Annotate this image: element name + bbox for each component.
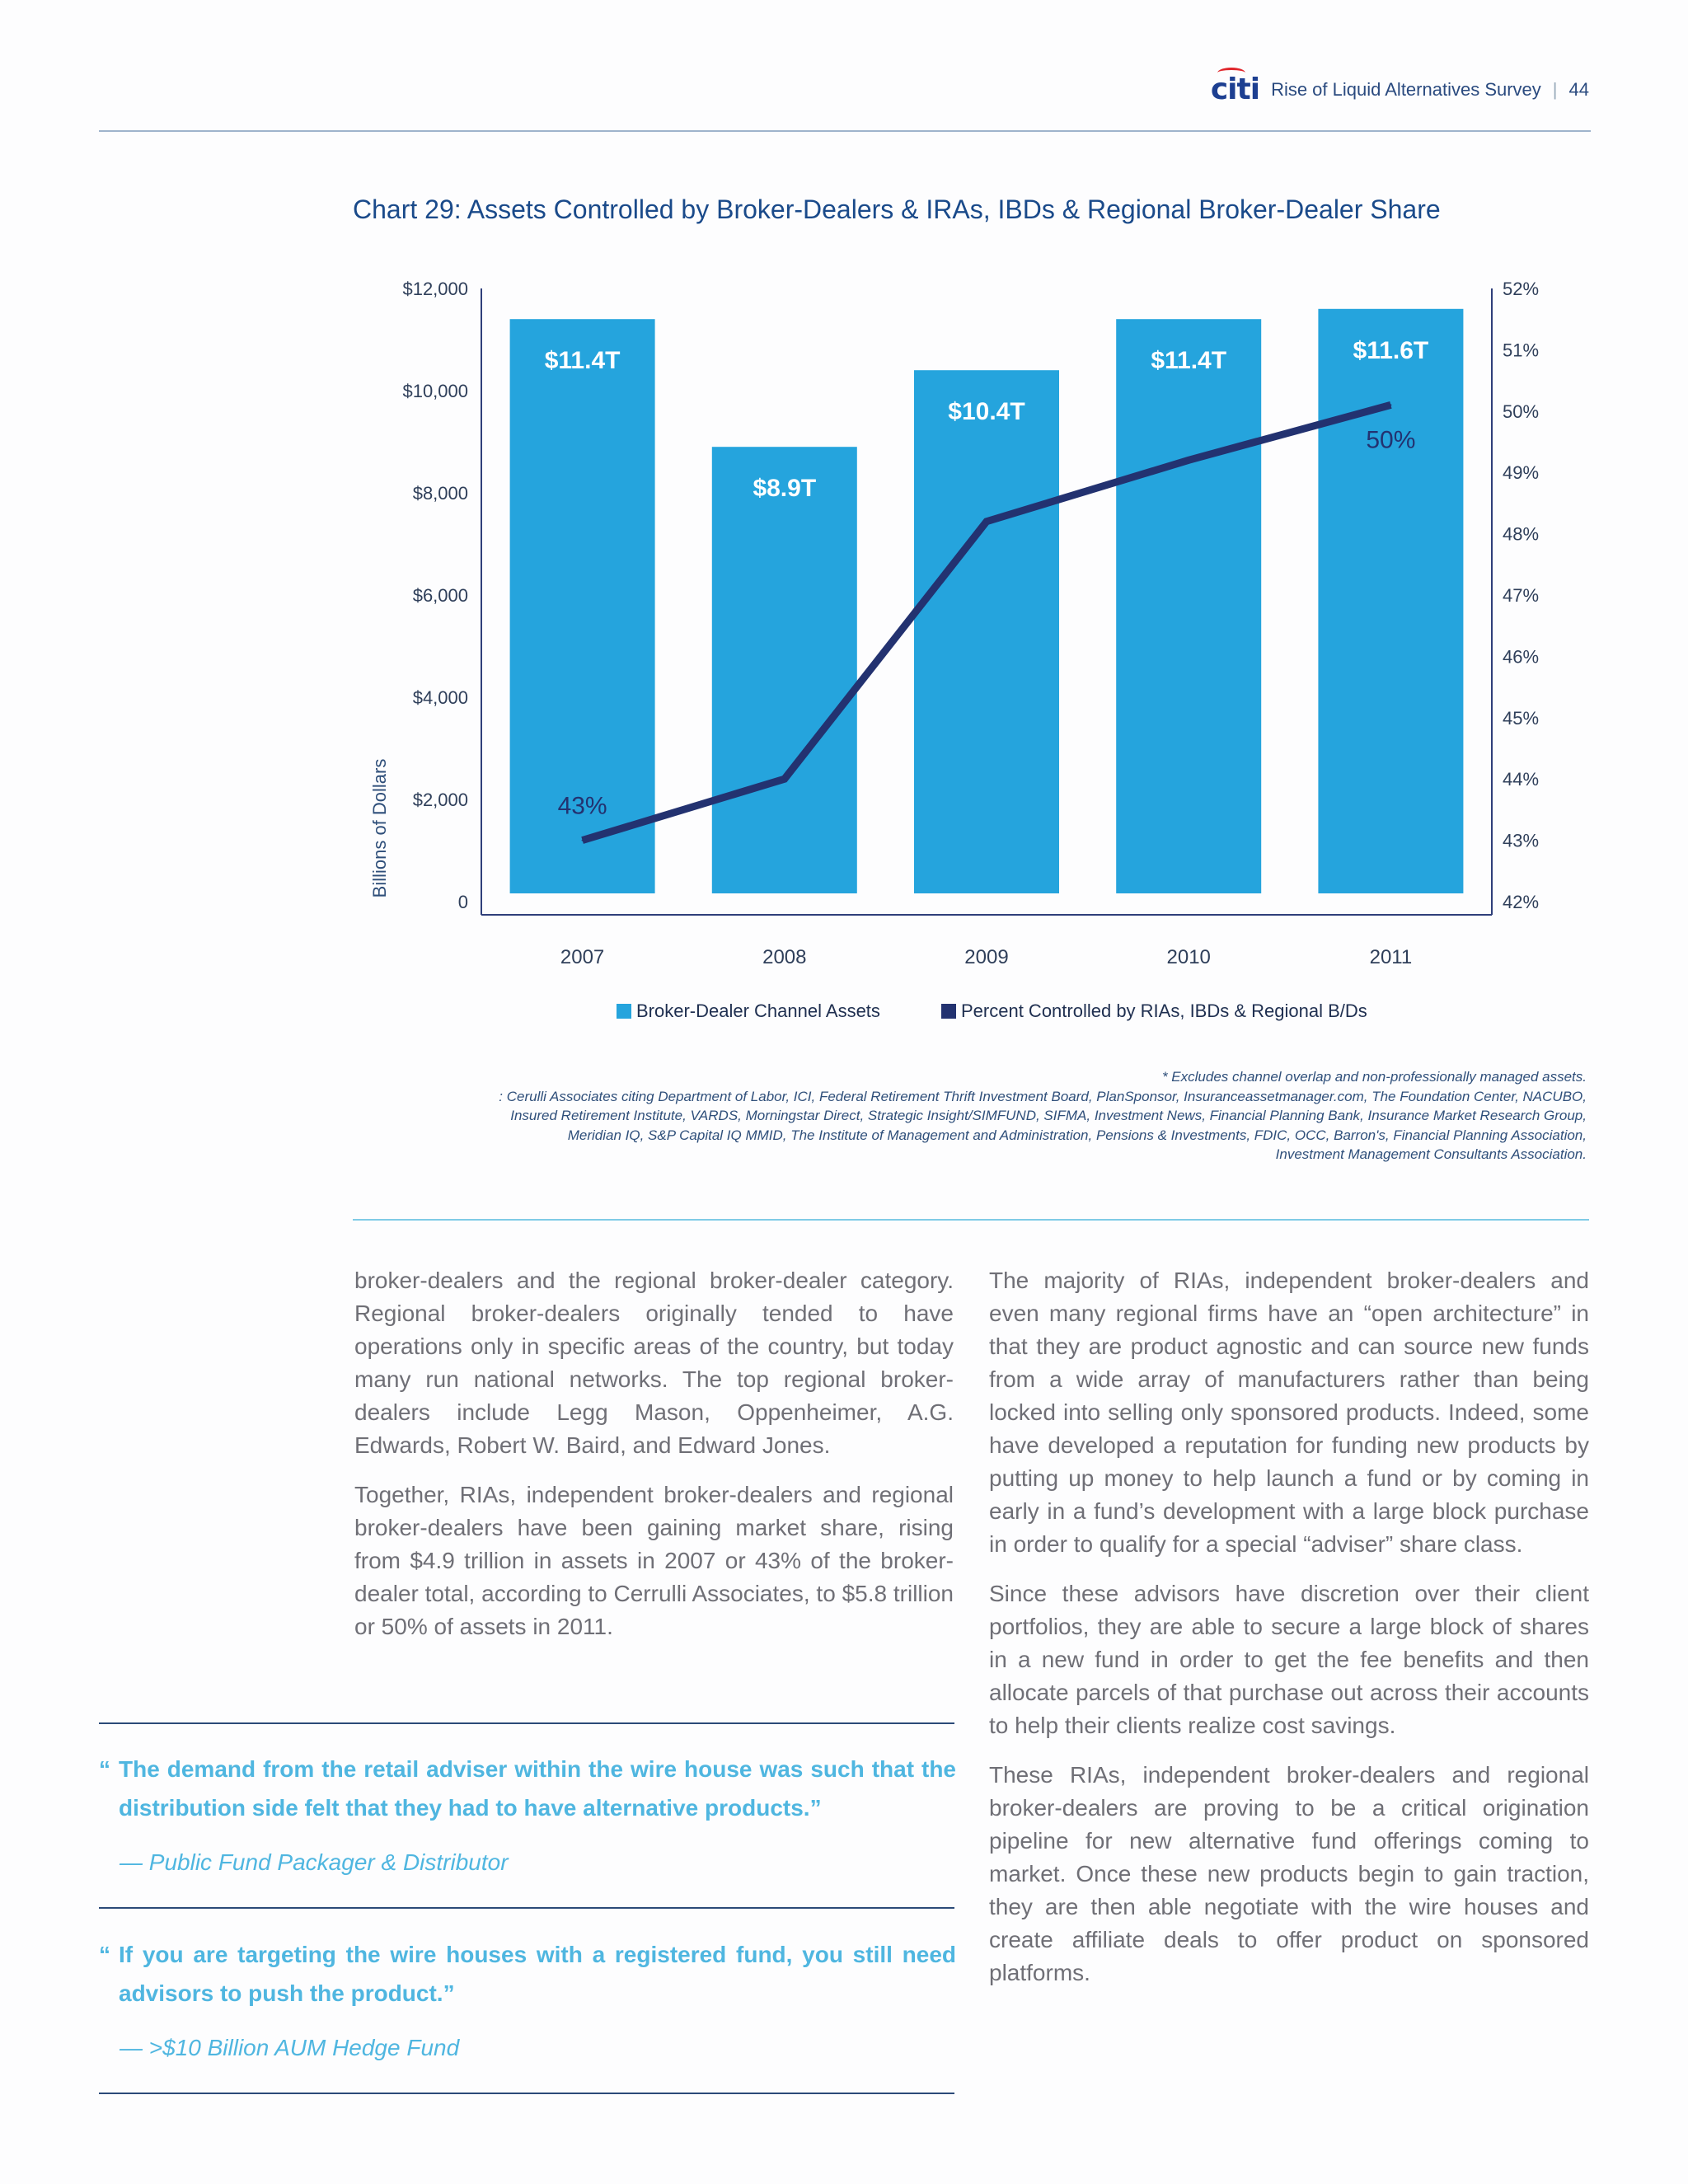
y2-tick-label: 44% bbox=[1503, 769, 1540, 790]
quote-text: The demand from the retail adviser within the wire house was such that the distribution side felt that they had to have alternative products.” bbox=[119, 1756, 956, 1821]
source-line-2: Insured Retirement Institute, VARDS, Morningstar Direct, Strategic Insight/SIMFUND, SIFMA, Investment News, Financial Planning Bank, Insurance Market Research Group, bbox=[510, 1108, 1587, 1123]
y2-tick-label: 46% bbox=[1503, 646, 1540, 668]
y2-tick-label: 42% bbox=[1503, 892, 1540, 912]
legend-swatch bbox=[617, 1004, 631, 1019]
line-point bbox=[986, 521, 987, 523]
y-tick-label: $10,000 bbox=[402, 381, 468, 401]
body-paragraph: The majority of RIAs, independent broker-dealers and even many regional firms have an “open architecture” in that they are product agnostic and can source new funds from a wide array of manufacturers rather than being locked into selling only sponsored products. Indeed, some have developed a reputation for funding new products by putting up money to help launch a fund or by coming in early in a fund’s development with a large block purchase in order to qualify for a special “adviser” share class. bbox=[989, 1268, 1589, 1557]
bar-value-label: $11.4T bbox=[544, 347, 621, 375]
pull-quote-2 bbox=[99, 1935, 956, 2013]
body-paragraph: Since these advisors have discretion over their client portfolios, they are able to secure a large block of shares in a new fund in order to get the fee benefits and then allocate parcels of that purchase out across their accounts to help their clients realize cost savings. bbox=[989, 1581, 1589, 1738]
section-rule bbox=[353, 1219, 1589, 1221]
source-line-3: Meridian IQ, S&P Capital IQ MMID, The Institute of Management and Administration, Pensions & Investments, FDIC, OCC, Barron's, Financial Planning Association, bbox=[567, 1127, 1587, 1143]
right-column bbox=[989, 1264, 1589, 2006]
y2-tick-label: 49% bbox=[1503, 462, 1540, 484]
y-tick-label: $4,000 bbox=[412, 687, 468, 708]
page-header bbox=[1211, 73, 1589, 106]
y-tick-label: $2,000 bbox=[412, 790, 468, 810]
bar bbox=[1318, 309, 1463, 893]
excludes-note: * Excludes channel overlap and non-professionally managed assets. bbox=[1161, 1069, 1587, 1085]
bar bbox=[914, 370, 1059, 893]
y2-tick-label: 43% bbox=[1503, 830, 1540, 851]
bar-value-label: $11.6T bbox=[1353, 336, 1429, 364]
x-tick-label: 2010 bbox=[1166, 946, 1211, 968]
legend-label: Broker-Dealer Channel Assets bbox=[636, 1001, 880, 1021]
y-axis-label: Billions of Dollars bbox=[369, 758, 390, 898]
line-point bbox=[1188, 459, 1189, 461]
y2-tick-label: 47% bbox=[1503, 585, 1540, 606]
y2-tick-label: 45% bbox=[1503, 707, 1540, 729]
y2-tick-label: 50% bbox=[1503, 401, 1540, 422]
quote-mark: “ bbox=[99, 1942, 110, 1967]
x-tick-label: 2008 bbox=[762, 946, 807, 968]
bar bbox=[1116, 319, 1261, 893]
y2-tick-label: 51% bbox=[1503, 340, 1540, 361]
body-paragraph: Together, RIAs, independent broker-dealers and regional broker-dealers have been gaining market share, rising from $4.9 trillion in assets in 2007 or 43% of the broker-dealer total, according to Cerrulli Associates, to $5.8 trillion or 50% of assets in 2011. bbox=[354, 1482, 954, 1639]
line-point bbox=[1390, 404, 1391, 405]
line-value-label: 43% bbox=[557, 792, 607, 820]
quote-rule bbox=[99, 1907, 954, 1909]
bar-value-label: $8.9T bbox=[753, 475, 817, 503]
y-tick-label: $12,000 bbox=[402, 279, 468, 299]
line-point bbox=[784, 778, 785, 780]
x-tick-label: 2011 bbox=[1369, 946, 1413, 968]
body-paragraph: broker-dealers and the regional broker-dealer category. Regional broker-dealers originally tended to have operations only in specific areas of the country, but today many run national networks. The top regional broker-dealers include Legg Mason, Oppenheimer, A.G. Edwards, Robert W. Baird, and Edward Jones. bbox=[354, 1268, 954, 1458]
bar-value-label: $10.4T bbox=[948, 398, 1025, 426]
header-rule bbox=[99, 130, 1591, 132]
y2-tick-label: 52% bbox=[1503, 279, 1540, 299]
y-tick-label: 0 bbox=[457, 892, 468, 912]
line-value-label: 50% bbox=[1366, 426, 1416, 454]
left-column bbox=[354, 1264, 954, 1660]
page-number: 44 bbox=[1568, 78, 1589, 100]
citi-logo: citi bbox=[1211, 73, 1259, 106]
legend-label: Percent Controlled by RIAs, IBDs & Regional B/Ds bbox=[961, 1001, 1367, 1021]
pull-quote-1 bbox=[99, 1750, 956, 1827]
quote-attribution: — >$10 Billion AUM Hedge Fund bbox=[120, 2035, 460, 2060]
quote-attribution: — Public Fund Packager & Distributor bbox=[120, 1849, 509, 1875]
quote-rule bbox=[99, 2093, 954, 2094]
quote-text: If you are targeting the wire houses with a registered fund, you still need advisors to push the product.” bbox=[119, 1942, 956, 2006]
quote-mark: “ bbox=[99, 1756, 110, 1782]
source-line-4: Investment Management Consultants Association. bbox=[1275, 1146, 1587, 1162]
source-line-1: : Cerulli Associates citing Department of Labor, ICI, Federal Retirement Thrift Investment Board, PlanSponsor, Insuranceassetmanager.com, The Foundation Center, NACUBO, bbox=[499, 1089, 1587, 1104]
report-title: Rise of Liquid Alternatives Survey bbox=[1271, 78, 1541, 100]
header-separator: | bbox=[1552, 78, 1558, 100]
x-tick-label: 2009 bbox=[964, 946, 1009, 968]
y-tick-label: $8,000 bbox=[412, 483, 468, 504]
legend-swatch bbox=[941, 1004, 956, 1019]
quote-rule bbox=[99, 1722, 954, 1724]
x-tick-label: 2007 bbox=[560, 946, 605, 968]
body-paragraph: These RIAs, independent broker-dealers and regional broker-dealers are proving to be a critical origination pipeline for new alternative fund offerings coming to market. Once these new products begin to gain traction, they are then able negotiate with the wire houses and create affiliate deals to offer product on sponsored platforms. bbox=[989, 1762, 1589, 1985]
chart-title: Chart 29: Assets Controlled by Broker-Dealers & IRAs, IBDs & Regional Broker-Dealer Share bbox=[353, 194, 1441, 224]
bar-value-label: $11.4T bbox=[1151, 347, 1227, 375]
line-point bbox=[582, 840, 584, 841]
y-tick-label: $6,000 bbox=[412, 585, 468, 606]
bar bbox=[712, 447, 857, 893]
y2-tick-label: 48% bbox=[1503, 523, 1540, 545]
